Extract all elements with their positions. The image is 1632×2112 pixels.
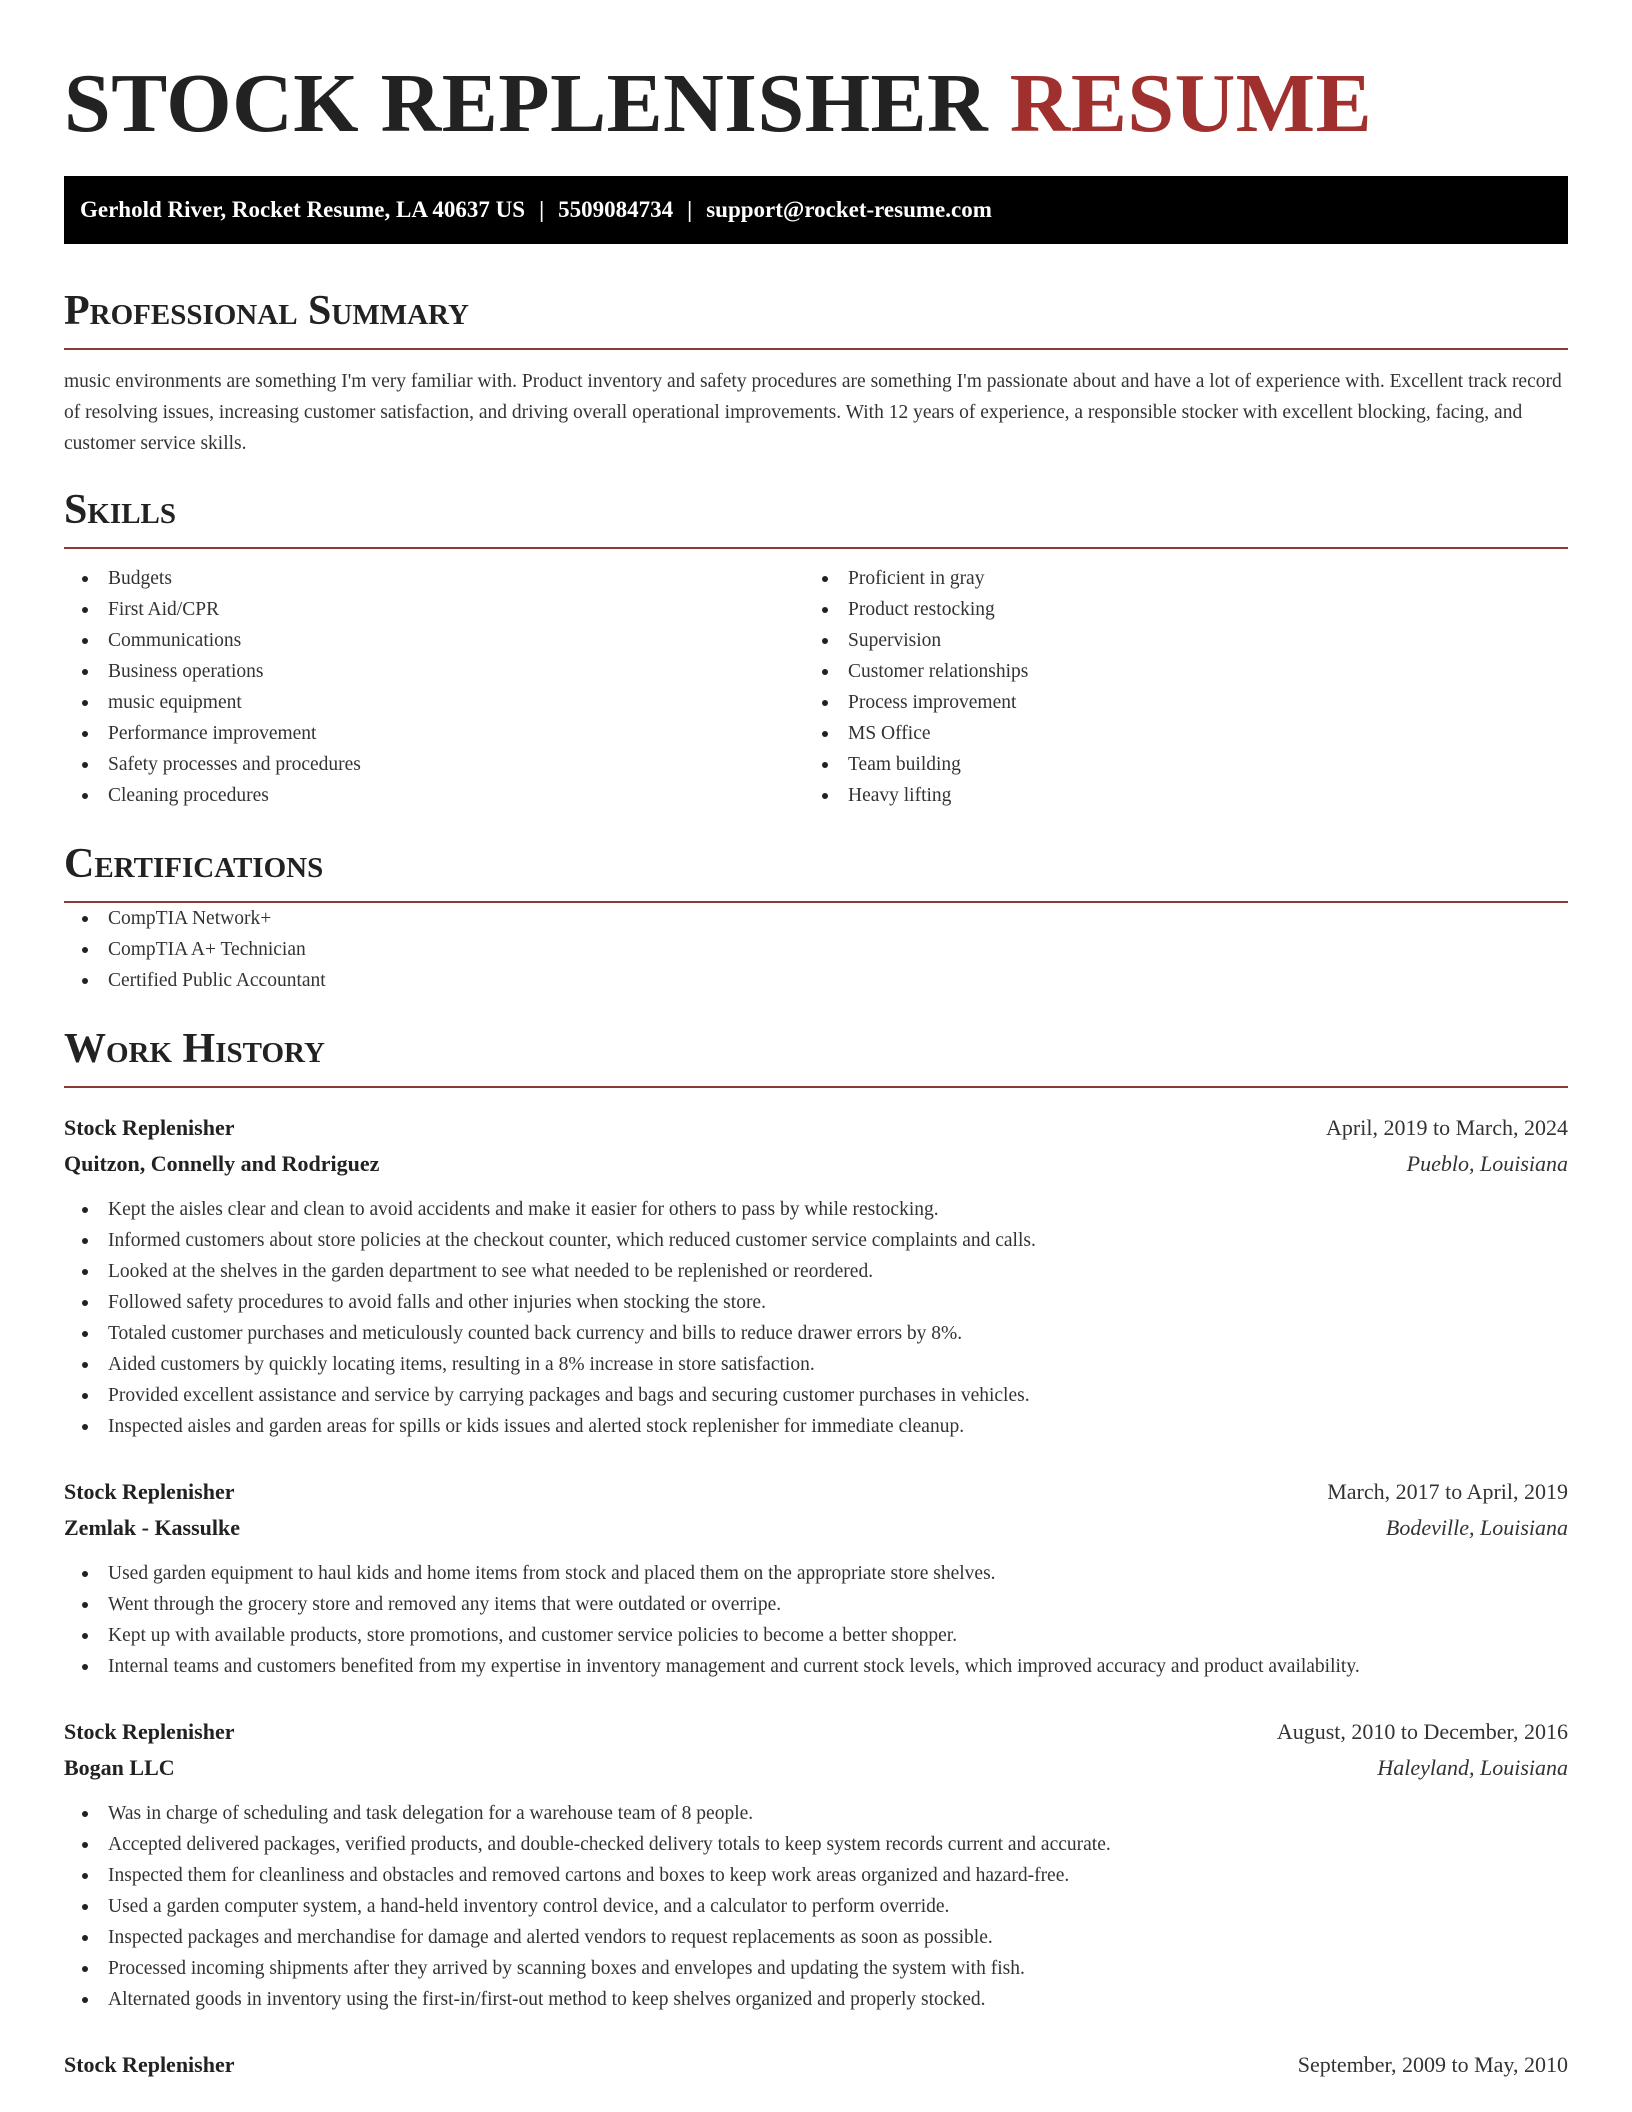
job-duty-item: Inspected them for cleanliness and obstacles and removed cartons and boxes to keep work areas organized and hazard-free. <box>64 1860 1568 1891</box>
job-duty-item: Used a garden computer system, a hand-held inventory control device, and a calculator to perform override. <box>64 1891 1568 1922</box>
job-header-row <box>64 2047 1568 2083</box>
contact-address: Gerhold River, Rocket Resume, LA 40637 US <box>80 197 526 222</box>
skill-item: Supervision <box>804 625 1544 656</box>
job-duty-item: Was in charge of scheduling and task delegation for a warehouse team of 8 people. <box>64 1798 1568 1829</box>
job-duty-item: Kept the aisles clear and clean to avoid accidents and make it easier for others to pass by while restocking. <box>64 1194 1568 1225</box>
skill-item: Proficient in gray <box>804 563 1544 594</box>
job-dates: August, 2010 to December, 2016 <box>1276 1719 1568 1744</box>
job-duty-item: Followed safety procedures to avoid falls and other injuries when stocking the store. <box>64 1287 1568 1318</box>
skill-item: music equipment <box>64 687 804 718</box>
job-entry <box>64 1714 1568 2015</box>
job-title: Stock Replenisher <box>64 1719 235 1744</box>
job-title: Stock Replenisher <box>64 1115 235 1140</box>
skill-item: Business operations <box>64 656 804 687</box>
job-duty-item: Alternated goods in inventory using the first-in/first-out method to keep shelves organized and properly stocked. <box>64 1984 1568 2015</box>
job-duty-item: Totaled customer purchases and meticulously counted back currency and bills to reduce drawer errors by 8%. <box>64 1318 1568 1349</box>
job-location: Haleyland, Louisiana <box>1377 1755 1568 1780</box>
job-entry <box>64 2047 1568 2083</box>
job-duty-item: Inspected packages and merchandise for damage and alerted vendors to request replacements as soon as possible. <box>64 1922 1568 1953</box>
work-history-heading: Work History <box>64 1022 1568 1088</box>
resume-title-accent: RESUME <box>1009 57 1373 150</box>
job-location: Pueblo, Louisiana <box>1406 1151 1568 1176</box>
skill-item: Team building <box>804 749 1544 780</box>
contact-bar <box>64 176 1568 244</box>
certification-item: CompTIA Network+ <box>64 903 1568 934</box>
job-duty-item: Used garden equipment to haul kids and home items from stock and placed them on the appropriate store shelves. <box>64 1558 1568 1589</box>
job-dates: April, 2019 to March, 2024 <box>1326 1115 1568 1140</box>
job-company: Bogan LLC <box>64 1755 175 1780</box>
job-dates: September, 2009 to May, 2010 <box>1297 2052 1568 2077</box>
job-company: Quitzon, Connelly and Rodriguez <box>64 1151 380 1176</box>
resume-page <box>64 0 1568 2083</box>
skill-item: Safety processes and procedures <box>64 749 804 780</box>
job-title: Stock Replenisher <box>64 2052 235 2077</box>
job-company-row <box>64 1146 1568 1182</box>
job-duty-item: Kept up with available products, store promotions, and customer service policies to become a better shopper. <box>64 1620 1568 1651</box>
job-duty-item: Informed customers about store policies at the checkout counter, which reduced customer service complaints and calls. <box>64 1225 1568 1256</box>
job-duty-item: Looked at the shelves in the garden department to see what needed to be replenished or reordered. <box>64 1256 1568 1287</box>
job-title: Stock Replenisher <box>64 1479 235 1504</box>
skill-item: Customer relationships <box>804 656 1544 687</box>
job-header-row <box>64 1110 1568 1146</box>
job-duties-list <box>64 1194 1568 1442</box>
job-duty-item: Accepted delivered packages, verified products, and double-checked delivery totals to keep system records current and accurate. <box>64 1829 1568 1860</box>
contact-separator: | <box>687 197 693 222</box>
skill-item: First Aid/CPR <box>64 594 804 625</box>
skill-item: Budgets <box>64 563 804 594</box>
job-duties-list <box>64 1798 1568 2015</box>
job-duty-item: Went through the grocery store and removed any items that were outdated or overripe. <box>64 1589 1568 1620</box>
summary-heading: Professional Summary <box>64 284 1568 350</box>
certifications-list <box>64 903 1568 996</box>
skill-item: Cleaning procedures <box>64 780 804 811</box>
job-company-row <box>64 1750 1568 1786</box>
job-entry <box>64 1474 1568 1682</box>
job-duty-item: Internal teams and customers benefited from my expertise in inventory management and current stock levels, which improved accuracy and product availability. <box>64 1651 1568 1682</box>
contact-phone: 5509084734 <box>558 197 674 222</box>
skill-item: Communications <box>64 625 804 656</box>
job-header-row <box>64 1714 1568 1750</box>
job-duty-item: Provided excellent assistance and service by carrying packages and bags and securing customer purchases in vehicles. <box>64 1380 1568 1411</box>
skills-list-left <box>64 563 804 811</box>
job-entry <box>64 1110 1568 1442</box>
job-company: Zemlak - Kassulke <box>64 1515 241 1540</box>
skill-item: Process improvement <box>804 687 1544 718</box>
resume-title-main: STOCK REPLENISHER <box>64 57 989 150</box>
job-duties-list <box>64 1558 1568 1682</box>
contact-email: support@rocket-resume.com <box>706 197 992 222</box>
job-location: Bodeville, Louisiana <box>1385 1515 1568 1540</box>
skills-list-right <box>804 563 1544 811</box>
skill-item: Product restocking <box>804 594 1544 625</box>
job-duty-item: Aided customers by quickly locating items, resulting in a 8% increase in store satisfaction. <box>64 1349 1568 1380</box>
skills-grid <box>64 563 1568 811</box>
skills-heading: Skills <box>64 483 1568 549</box>
certification-item: Certified Public Accountant <box>64 965 1568 996</box>
skill-item: Performance improvement <box>64 718 804 749</box>
resume-title <box>64 56 1568 152</box>
job-duty-item: Inspected aisles and garden areas for spills or kids issues and alerted stock replenisher for immediate cleanup. <box>64 1411 1568 1442</box>
job-duty-item: Processed incoming shipments after they arrived by scanning boxes and envelopes and updating the system with fish. <box>64 1953 1568 1984</box>
job-header-row <box>64 1474 1568 1510</box>
job-company-row <box>64 1510 1568 1546</box>
certifications-heading: Certifications <box>64 837 1568 903</box>
job-dates: March, 2017 to April, 2019 <box>1327 1479 1568 1504</box>
certification-item: CompTIA A+ Technician <box>64 934 1568 965</box>
summary-text: music environments are something I'm very familiar with. Product inventory and safety procedures are something I'm passionate about and have a lot of experience with. Excellent track record of resolving issues, increasing customer satisfaction, and driving overall operational improvements. With 12 years of experience, a responsible stocker with excellent blocking, facing, and customer service skills. <box>64 371 1562 454</box>
skill-item: MS Office <box>804 718 1544 749</box>
contact-separator: | <box>539 197 545 222</box>
skill-item: Heavy lifting <box>804 780 1544 811</box>
